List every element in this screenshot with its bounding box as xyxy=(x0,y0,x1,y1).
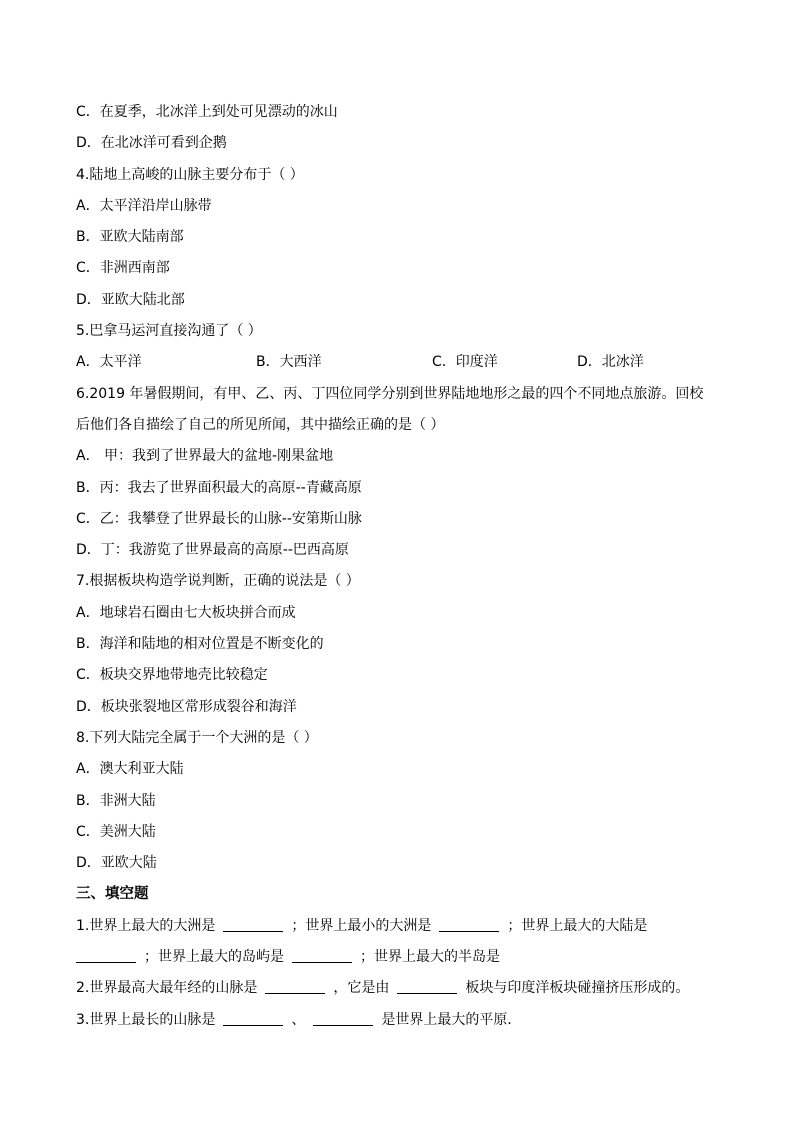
q5-option-d: D．北冰洋 xyxy=(577,354,644,371)
q4-option-a: A．太平洋沿岸山脉带 xyxy=(76,197,212,214)
q5-option-c: C．印度洋 xyxy=(432,354,498,371)
q7-option-b: B．海洋和陆地的相对位置是不断变化的 xyxy=(76,636,324,653)
fill-blank[interactable] xyxy=(397,979,457,994)
fill-q1-text-2: ；世界上最小的大洲是 xyxy=(291,917,432,934)
fill-blank[interactable] xyxy=(76,948,136,963)
q6-option-c: C．乙：我攀登了世界最长的山脉--安第斯山脉 xyxy=(76,510,362,527)
q8-option-d: D．亚欧大陆 xyxy=(76,855,157,872)
q5-option-a: A．太平洋 xyxy=(76,354,142,371)
fill-q1-text-1: 1.世界上最大的大洲是 xyxy=(76,917,216,934)
q8-option-b: B．非洲大陆 xyxy=(76,792,156,809)
q6-stem-line2: 后他们各自描绘了自己的所见所闻，其中描绘正确的是（ ） xyxy=(76,416,445,433)
fill-blank[interactable] xyxy=(292,948,352,963)
q5-options xyxy=(76,347,726,378)
fill-blank[interactable] xyxy=(223,917,283,932)
q3-option-c: C．在夏季，北冰洋上到处可见漂动的冰山 xyxy=(76,104,338,120)
exam-page xyxy=(76,97,726,1036)
q6-option-a: A． 甲：我到了世界最大的盆地-刚果盆地 xyxy=(76,448,334,465)
q4-option-b: B．亚欧大陆南部 xyxy=(76,229,184,246)
fill-q2 xyxy=(76,973,726,1004)
q7-option-c: C．板块交界地带地壳比较稳定 xyxy=(76,667,268,684)
q4-option-d: D．亚欧大陆北部 xyxy=(76,291,185,308)
fill-blank[interactable] xyxy=(313,1011,373,1026)
q6-option-d: D．丁：我游览了世界最高的高原--巴西高原 xyxy=(76,542,349,559)
q5-stem: 5.巴拿马运河直接沟通了（ ） xyxy=(76,323,262,340)
q3-option-d: D．在北冰洋可看到企鹅 xyxy=(76,135,227,152)
q6-option-b: B．丙：我去了世界面积最大的高原--青藏高原 xyxy=(76,479,362,496)
fill-blank[interactable] xyxy=(223,1011,283,1026)
fill-q1-line2 xyxy=(76,942,726,973)
fill-q3-text-2: 、 xyxy=(291,1011,306,1028)
q5-option-b: B．大西洋 xyxy=(256,354,322,371)
fill-q1-text-3: ；世界上最大的大陆是 xyxy=(507,917,648,934)
q8-option-c: C．美洲大陆 xyxy=(76,823,156,840)
q6-stem-line1: 6.2019 年暑假期间，有甲、乙、丙、丁四位同学分别到世界陆地地形之最的四个不同地点旅游。回校 xyxy=(76,385,704,402)
fill-q3 xyxy=(76,1005,726,1036)
fill-blank[interactable] xyxy=(439,917,499,932)
fill-q2-text-2: ，它是由 xyxy=(333,980,390,997)
fill-q2-text-3: 板块与印度洋板块碰撞挤压形成的。 xyxy=(465,980,690,997)
q4-stem: 4.陆地上高峻的山脉主要分布于（ ） xyxy=(76,166,304,183)
fill-q1-text-5: ；世界上最大的半岛是 xyxy=(360,949,500,966)
q4-option-c: C．非洲西南部 xyxy=(76,260,170,277)
q7-option-a: A．地球岩石圈由七大板块拼合而成 xyxy=(76,604,296,621)
fill-blank[interactable] xyxy=(265,979,325,994)
fill-q3-text-1: 3.世界上最长的山脉是 xyxy=(76,1011,216,1028)
q8-option-a: A．澳大利亚大陆 xyxy=(76,761,184,778)
section-title-fill-in: 三、填空题 xyxy=(76,886,149,903)
fill-q1-line1 xyxy=(76,911,726,942)
q7-stem: 7.根据板块构造学说判断，正确的说法是（ ） xyxy=(76,573,360,590)
fill-q1-text-4: ；世界上最大的岛屿是 xyxy=(144,949,284,966)
q7-option-d: D．板块张裂地区常形成裂谷和海洋 xyxy=(76,698,297,715)
fill-q2-text-1: 2.世界最高大最年经的山脉是 xyxy=(76,980,258,997)
fill-q3-text-3: 是世界上最大的平原． xyxy=(381,1011,522,1028)
q8-stem: 8.下列大陆完全属于一个大洲的是（ ） xyxy=(76,729,318,746)
